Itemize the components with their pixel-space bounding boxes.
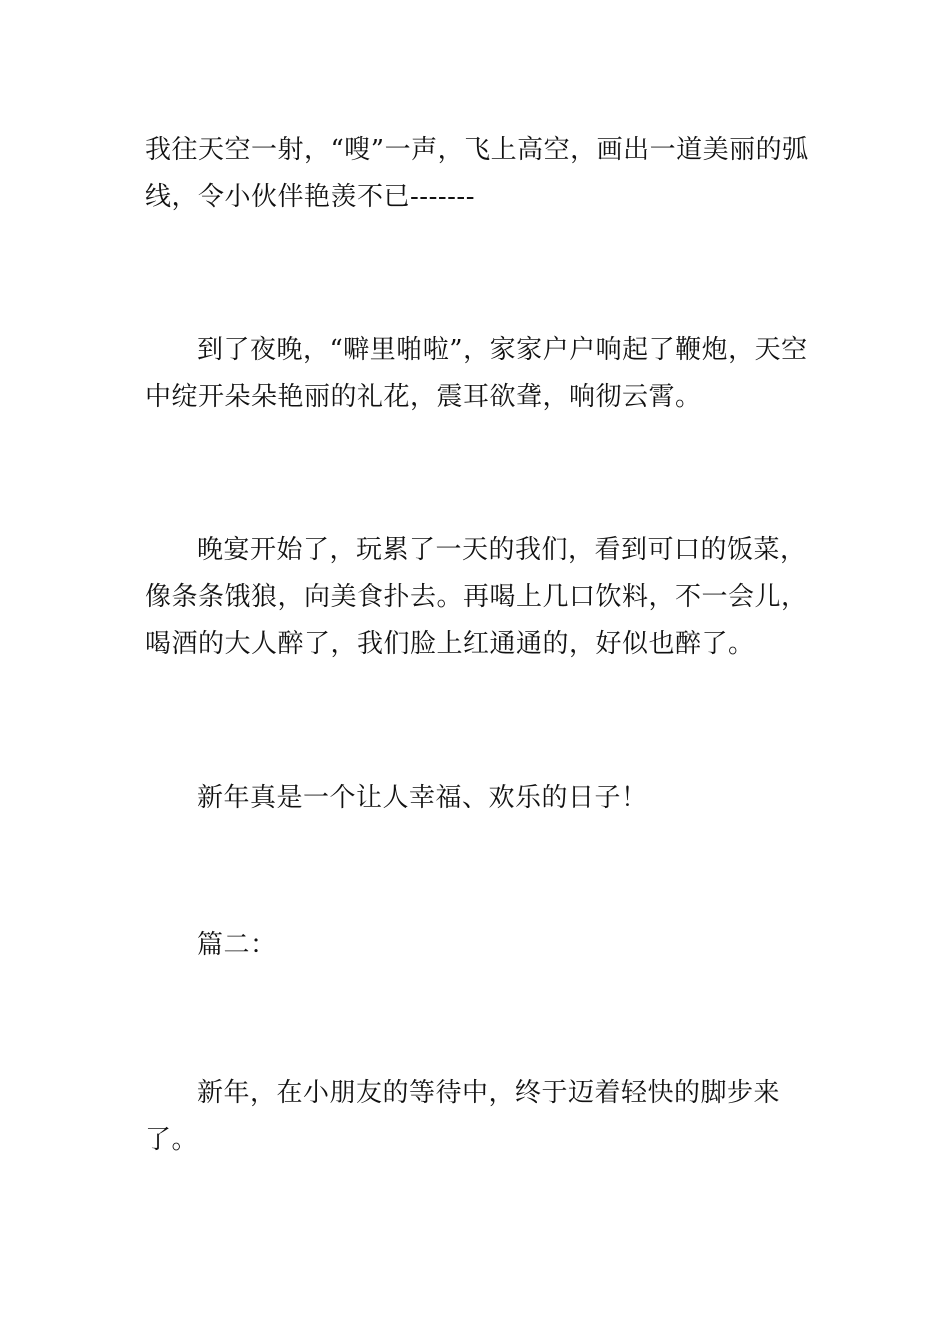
section-heading-part-two: 篇二： bbox=[197, 930, 277, 960]
paragraph-new-year-arrives: 新年，在小朋友的等待中，终于迈着轻快的脚步来了。 bbox=[145, 1078, 781, 1155]
paragraph-new-year-happy: 新年真是一个让人幸福、欢乐的日子！ bbox=[197, 783, 648, 813]
paragraph-firecracker-launch: 我往天空一射，“嗖”一声，飞上高空，画出一道美丽的弧线，令小伙伴艳羡不已------- bbox=[145, 135, 809, 212]
paragraph-dinner: 晚宴开始了，玩累了一天的我们，看到可口的饭菜，像条条饿狼，向美食扑去。再喝上几口饮料，不一会儿，喝酒的大人醉了，我们脸上红通通的，好似也醉了。 bbox=[145, 535, 808, 659]
paragraph-night-fireworks: 到了夜晚，“噼里啪啦”，家家户户响起了鞭炮，天空中绽开朵朵艳丽的礼花，震耳欲聋，响彻云霄。 bbox=[145, 335, 808, 412]
